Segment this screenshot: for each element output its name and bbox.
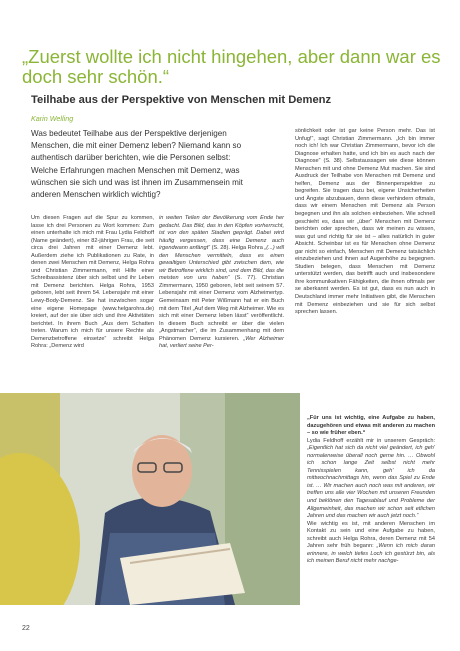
photo-illustration [0, 393, 300, 605]
column-3 [295, 128, 435, 317]
column-3-text: sönlichkeit oder ist gar keine Person mehr. Das ist Unfug!“, sagt Christian Zimmermann. „Ich bin immer noch ich! Ich war Christian Zimmermann, bevor ich die Diagnose erhalten hatte, und ich bin es auch nach der Diagnose“ (S. 38). Selbstaussagen wie diese können Menschen mit und ohne Demenz Mut machen. Sie sind Ausdruck der Teilhabe von Menschen mit Demenz und helfen, Demenz aus der Binnenperspektive zu begreifen. Sie tragen dazu bei, eigene Unsicherheiten und Ängste abzubauen, denn diese verhindern oftmals, dass wir einem Menschen mit Demenz als Person begegnen und ihn als solchen einbeziehen. Wie schnell geschieht es, dass wir „über“ Menschen mit Demenz berichten oder sprechen, dass wir meinen zu wissen, was gut und richtig für sie ist – alles natürlich in guter Absicht. Scheinbar ist es für Menschen ohne Demenz gar nicht so einfach, Menschen mit Demenz tatsächlich einzubeziehen und ihnen auf Augenhöhe zu begegnen. Studien belegen, dass Menschen mit Demenz unterstützt werden, das betrifft auch und insbesondere ihre kommunikativen Fähigkeiten, die ihnen oftmals per se aberkannt werden. Es ist gut, dass es nun auch in Deutschland immer mehr Initiativen gibt, die Menschen mit Demenz einbeziehen und sie für sich selbst sprechen lassen. [295, 128, 435, 316]
quote-text: in weiten Teilen der Bevölkerung vom Ende her gedacht. Das Bild, das in den Köpfen vorherrscht, ist von den späten Stadien geprägt. Dabei wird häufig vergessen, dass eine Demenz auch irgendwann anfängt“ [159, 215, 284, 252]
subtitle: Teilhabe aus der Perspektive von Menschen mit Demenz [31, 94, 332, 106]
lead-paragraph: Was bedeutet Teilhabe aus der Perspektive derjenigen Menschen, die mit einer Demenz leben? Niemand kann so authentisch darüber berichten, wie die Personen selbst: Welche Erfahrungen machen Menschen mit Demenz, was wünschen sie sich und was ist ihnen im Zusammensein mit anderen Menschen wirklich wichtig? [31, 129, 243, 200]
photo-image [0, 393, 300, 605]
quote-text: „(...) will den Menschen vermitteln, dass es einen gewaltigen Unterschied gibt zwischen dem, wie wir Betroffene wirklich sind, und dem Bild, das die meisten von uns haben“ [159, 245, 285, 282]
column-3-lower-text [307, 438, 435, 521]
column-2 [159, 215, 284, 351]
page-number: 22 [22, 625, 30, 632]
headline: „Zuerst wollte ich nicht hingehen, aber dann war es doch sehr schön.“ [22, 46, 441, 87]
body-text: Lydia Feldhoff erzählt mir in unserem Gespräch: [307, 437, 435, 444]
column-2-text [159, 215, 284, 351]
body-text: (S. 77). Christian Zimmermann, 1950 geboren, lebt seit seinem 57. Lebensjahr mit einer Demenz vom Alzheimertyp. Gemeinsam mit Peter Wißmann hat er ein Buch mit dem Titel „Auf dem Weg mit Alzheimer. Wie es sich mit einer Demenz leben lässt“ veröffentlicht. In diesem Buch schreibt er über die vielen „Angstmacher“, die im Zusammenhang mit dem Phänomen Demenz kursieren. [159, 275, 284, 342]
body-text: (S. 28). Helga Rohra [210, 245, 265, 252]
body-text: Wie wichtig es ist, mit anderen Menschen im Kontakt zu sein und eine Aufgabe zu haben, schreibt auch Helga Rohra, deren Demenz mit 54 Jahren sehr früh begann: [307, 520, 435, 550]
quote-text: „Wenn ich mich daran erinnere, in welch tiefes Loch ich gestürzt bin, als ich meinen Beruf nicht mehr nachge- [307, 543, 435, 565]
quote-text: „Eigentlich hat sich da nicht viel geändert, ich geh' normalerweise überall noch gerne hin. … Obwohl ich schon lange Zeit selbst nicht mehr Tennisspielen kann, geh' ich da mittwochnachmittags hin, wenn das Spiel zu Ende ist. … Wir machen auch noch was mit anderen, wir treffen uns alle vier Wochen mit unseren Freunden und beklönen den Tagesablauf und Probleme der Allgemeinheit, das machen wir schon seit etlichen Jahren und das machen wir auch jetzt noch.“ [307, 445, 435, 520]
author: Karin Welling [31, 114, 74, 123]
column-1 [31, 215, 154, 351]
quote-text: „Wer Alzheimer hat, verliert seine Per- [159, 335, 285, 350]
column-3-lower [307, 415, 435, 566]
column-1-text: Um diesen Fragen auf die Spur zu kommen, lasse ich drei Personen zu Wort kommen: Zum einen unterhalte ich mich mit Frau Lydia Feldhoff (Name geändert), einer 82-jährigen Frau, die seit circa drei Jahren mit einer Demenz lebt. Außerdem ziehe ich Publikationen zu Rate, in denen zwei Menschen mit Demenz, Helga Rohra und Christian Zimmermann, mit Hilfe einer Schreibassistenz über sich selbst und ihr Leben mit Demenz berichten. Helga Rohra, 1953 geboren, lebt seit ihrem 54. Lebensjahr mit einer Lewy-Body-Demenz. Sie hat inzwischen sogar eine eigene Homepage (www.helgarohra.de) kreiert, auf der sie über sich und ihre Aktivitäten berichtet. In ihrem Buch „Aus dem Schatten treten. Warum ich mich für unsere Rechte als Demenzbetroffene einsetze“ schreibt Helga Rohra: „Demenz wird [31, 215, 154, 350]
column-3-lower-text-2 [307, 521, 435, 566]
pull-quote: „Für uns ist wichtig, eine Aufgabe zu haben, dazugehören und etwas mit anderen zu machen – so wie früher eben.“ [307, 415, 435, 437]
